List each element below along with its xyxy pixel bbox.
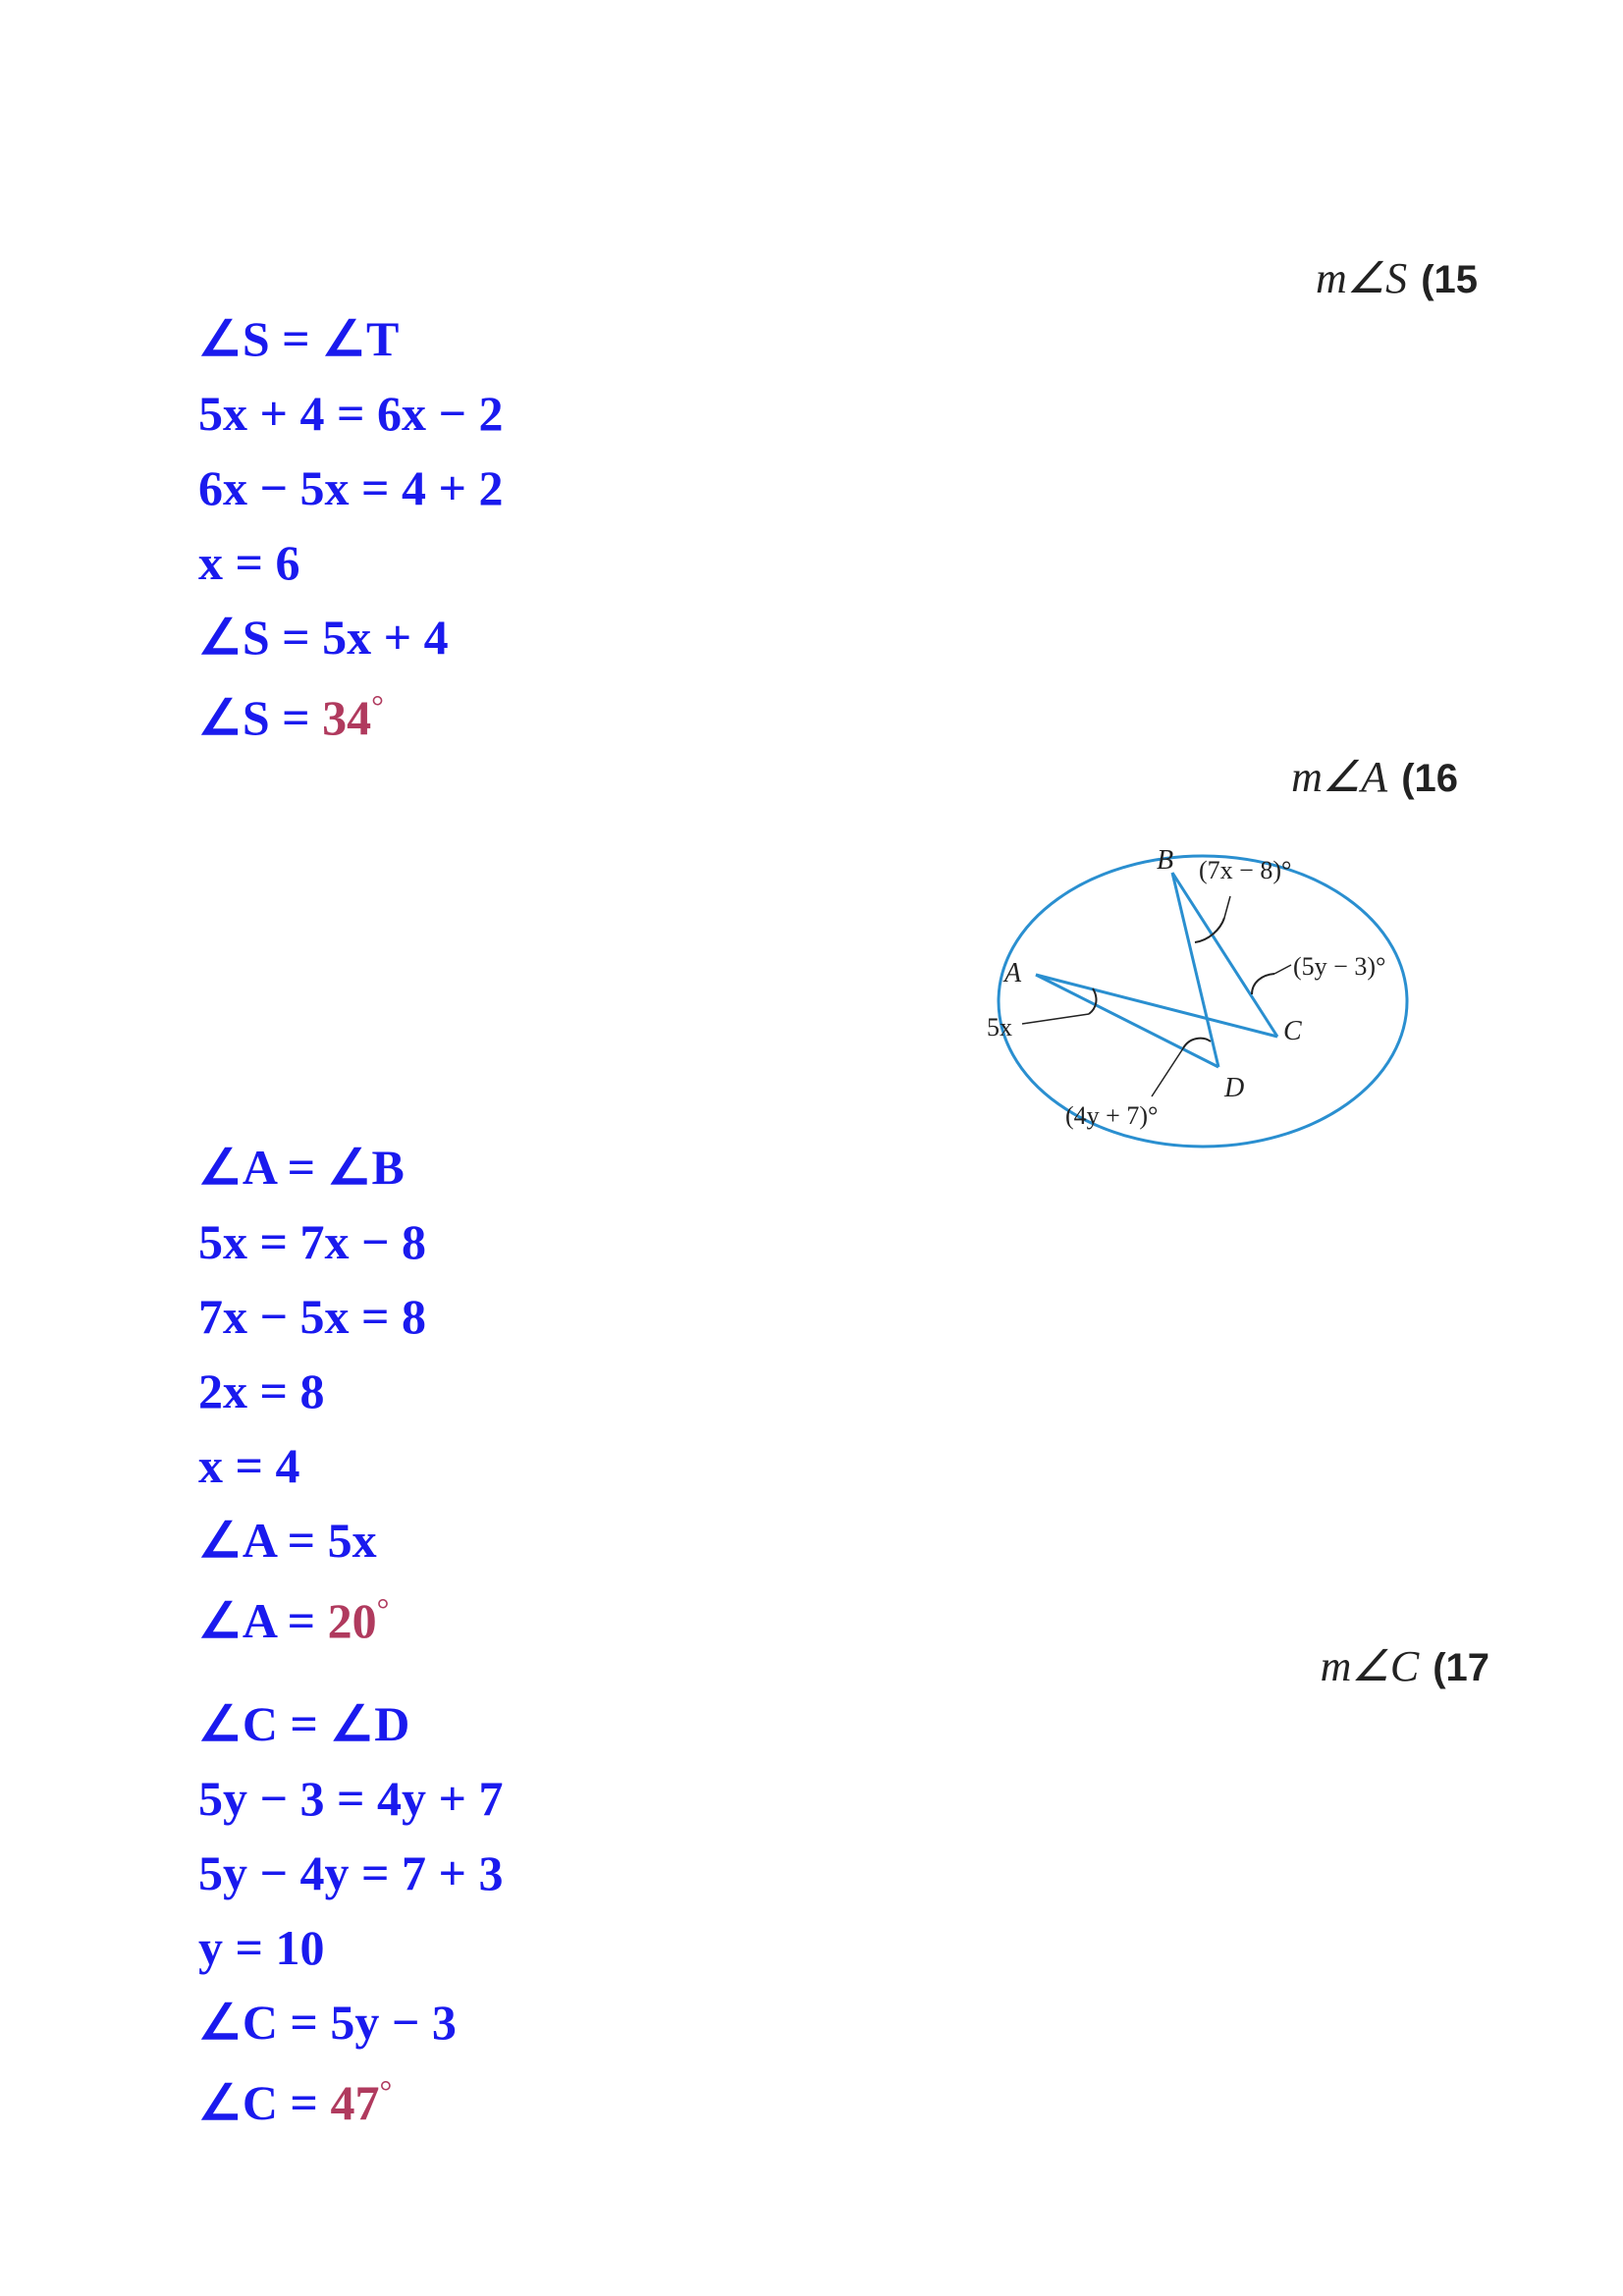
p15-degree-symbol: °: [371, 688, 384, 723]
leader-D: [1152, 1048, 1183, 1096]
p17-answer-prefix: ∠C =: [198, 2075, 331, 2130]
p16-line-6: ∠A = 5x: [198, 1513, 377, 1568]
p15-answer-prefix: ∠S =: [198, 690, 323, 745]
point-label-A: A: [1004, 958, 1022, 988]
chord-AC: [1036, 975, 1277, 1037]
angle-arc-D: [1183, 1039, 1211, 1048]
angle-label-D: (4y + 7)°: [1065, 1101, 1159, 1130]
p15-line-5: ∠S = 5x + 4: [198, 610, 449, 665]
p17-answer-line: [198, 2073, 393, 2130]
problem-15-label: [1316, 253, 1478, 303]
p16-degree-symbol: °: [376, 1591, 390, 1627]
p15-line-2: 5x + 4 = 6x − 2: [198, 386, 504, 441]
problem-15-number: (15: [1421, 258, 1478, 301]
problem-16-label: [1291, 752, 1458, 802]
p17-line-2: 5y − 3 = 4y + 7: [198, 1771, 504, 1826]
point-label-D: D: [1224, 1073, 1245, 1103]
chord-BC: [1172, 873, 1277, 1037]
problem-17-number: (17: [1433, 1646, 1489, 1689]
point-label-B: B: [1157, 845, 1174, 876]
point-label-C: C: [1283, 1016, 1302, 1046]
p16-line-2: 5x = 7x − 8: [198, 1214, 426, 1269]
p16-line-5: x = 4: [198, 1438, 300, 1493]
p16-line-1: ∠A = ∠B: [198, 1140, 405, 1195]
angle-arc-C: [1252, 974, 1274, 994]
angle-label-A: 5x: [987, 1013, 1012, 1041]
p17-line-1: ∠C = ∠D: [198, 1696, 410, 1751]
p16-line-4: 2x = 8: [198, 1363, 325, 1418]
p16-answer-line: [198, 1591, 390, 1648]
problem-16-number: (16: [1401, 757, 1458, 800]
angle-label-B: (7x − 8)°: [1199, 856, 1292, 884]
p15-answer-line: [198, 688, 384, 745]
p17-line-5: ∠C = 5y − 3: [198, 1995, 457, 2050]
p17-line-3: 5y − 4y = 7 + 3: [198, 1845, 504, 1900]
p17-line-4: y = 10: [198, 1920, 325, 1975]
p17-answer-value: 47: [330, 2075, 380, 2130]
p16-answer-prefix: ∠A =: [198, 1593, 328, 1648]
problem-17-label: [1321, 1641, 1489, 1691]
problem-16-angle: m∠A: [1291, 753, 1388, 801]
leader-B: [1224, 896, 1230, 918]
p15-line-1: ∠S = ∠T: [198, 311, 400, 366]
problem-17-angle: m∠C: [1320, 1642, 1420, 1690]
p15-line-4: x = 6: [198, 535, 300, 590]
leader-A: [1022, 1014, 1089, 1024]
angle-label-C: (5y − 3)°: [1293, 952, 1386, 981]
p15-line-3: 6x − 5x = 4 + 2: [198, 460, 504, 515]
chord-AD: [1036, 975, 1218, 1067]
problem-15-angle: m∠S: [1315, 254, 1408, 302]
p17-degree-symbol: °: [379, 2073, 393, 2109]
p16-answer-value: 20: [327, 1593, 377, 1648]
inscribed-angles-diagram: [967, 839, 1438, 1153]
p16-line-3: 7x − 5x = 8: [198, 1289, 426, 1344]
leader-C: [1274, 965, 1291, 974]
p15-answer-value: 34: [322, 690, 372, 745]
